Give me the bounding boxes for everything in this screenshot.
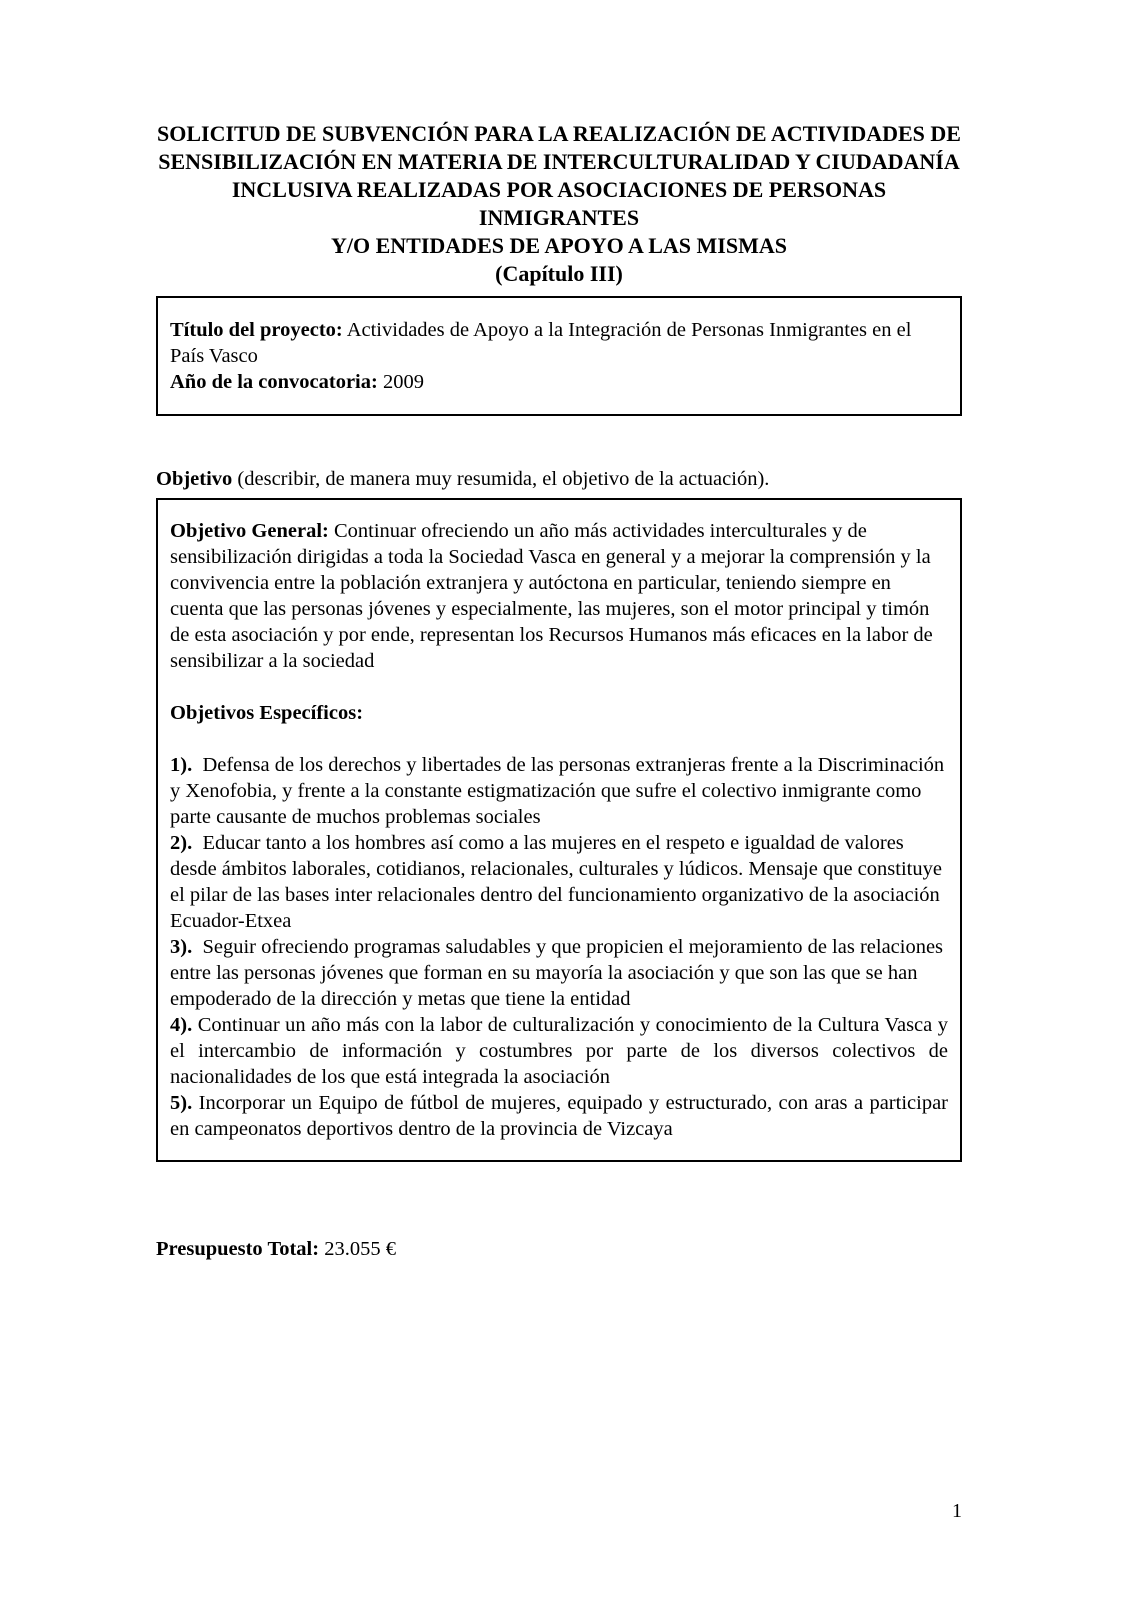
objective-caption [156, 466, 962, 492]
project-info-box [156, 296, 962, 416]
item-number: 3). [170, 936, 193, 958]
general-objective-paragraph [170, 518, 948, 674]
item-text: Educar tanto a los hombres así como a las mujeres en el respeto e igualdad de valores desde ámbitos laborales, cotidianos, relacionales, culturales y lúdicos. Mensaje que constituye el pilar de las bases inter relacionales dentro del funcionamiento organizativo de la asociación Ecuador-Etxea [170, 832, 942, 932]
item-text: Incorporar un Equipo de fútbol de mujeres, equipado y estructurado, con aras a participar en campeonatos deportivos dentro de la provincia de Vizcaya [170, 1092, 948, 1140]
chapter-line: (Capítulo III) [495, 261, 623, 286]
page-number: 1 [952, 1500, 962, 1522]
item-number: 1). [170, 754, 193, 776]
item-text: Continuar un año más con la labor de culturalización y conocimiento de la Cultura Vasca y el intercambio de información y costumbres por parte de los diversos colectivos de nacionalidades de los que está integrada la asociación [170, 1014, 948, 1088]
item-number: 2). [170, 832, 193, 854]
specific-objective-item-3 [170, 934, 948, 1012]
total-budget-line [156, 1236, 962, 1262]
specific-objectives-heading: Objetivos Específicos: [170, 702, 364, 724]
document-title [156, 0, 962, 288]
project-title-line [170, 317, 948, 369]
item-text: Defensa de los derechos y libertades de las personas extranjeras frente a la Discriminación y Xenofobia, y frente a la constante estigmatización que sufre el colectivo inmigrante como parte causante de muchos problemas sociales [170, 754, 945, 828]
title-line: Y/O ENTIDADES DE APOYO A LAS MISMAS [331, 233, 787, 258]
project-title-value: Actividades de Apoyo a la Integración de Personas Inmigrantes en el País Vasco [170, 319, 912, 367]
title-line: SENSIBILIZACIÓN EN MATERIA DE INTERCULTURALIDAD Y CIUDADANÍA [158, 149, 960, 174]
item-number: 5). [170, 1092, 193, 1114]
specific-objective-item-4 [170, 1012, 948, 1090]
title-line: INCLUSIVA REALIZADAS POR ASOCIACIONES DE PERSONAS INMIGRANTES [231, 177, 887, 230]
project-year-line [170, 369, 948, 395]
objective-caption-label: Objetivo [156, 468, 233, 490]
general-objective-label: Objetivo General: [170, 520, 329, 542]
item-number: 4). [170, 1014, 193, 1036]
document-content [156, 0, 962, 1262]
total-budget-value: 23.055 € [319, 1238, 396, 1260]
item-text: Seguir ofreciendo programas saludables y que propicien el mejoramiento de las relaciones entre las personas jóvenes que forman en su mayoría la asociación y que son las que se han empoderado de la dirección y metas que tiene la entidad [170, 936, 944, 1010]
project-year-label: Año de la convocatoria: [170, 371, 378, 393]
general-objective-text: Continuar ofreciendo un año más actividades interculturales y de sensibilización dirigidas a toda la Sociedad Vasca en general y a mejorar la comprensión y la convivencia entre la población extranjera y autóctona en particular, teniendo siempre en cuenta que las personas jóvenes y especialmente, las mujeres, son el motor principal y timón de esta asociación y por ende, representan los Recursos Humanos más eficaces en la labor de sensibilizar a la sociedad [170, 520, 933, 672]
specific-objective-item-5 [170, 1090, 948, 1142]
total-budget-label: Presupuesto Total: [156, 1238, 320, 1260]
specific-objective-item-2 [170, 830, 948, 934]
objective-caption-text: (describir, de manera muy resumida, el objetivo de la actuación). [232, 468, 770, 490]
project-title-label: Título del proyecto: [170, 319, 343, 341]
project-year-value: 2009 [377, 371, 424, 393]
specific-objective-item-1 [170, 752, 948, 830]
title-line: SOLICITUD DE SUBVENCIÓN PARA LA REALIZACIÓN DE ACTIVIDADES DE [157, 121, 961, 146]
objective-box [156, 498, 962, 1162]
